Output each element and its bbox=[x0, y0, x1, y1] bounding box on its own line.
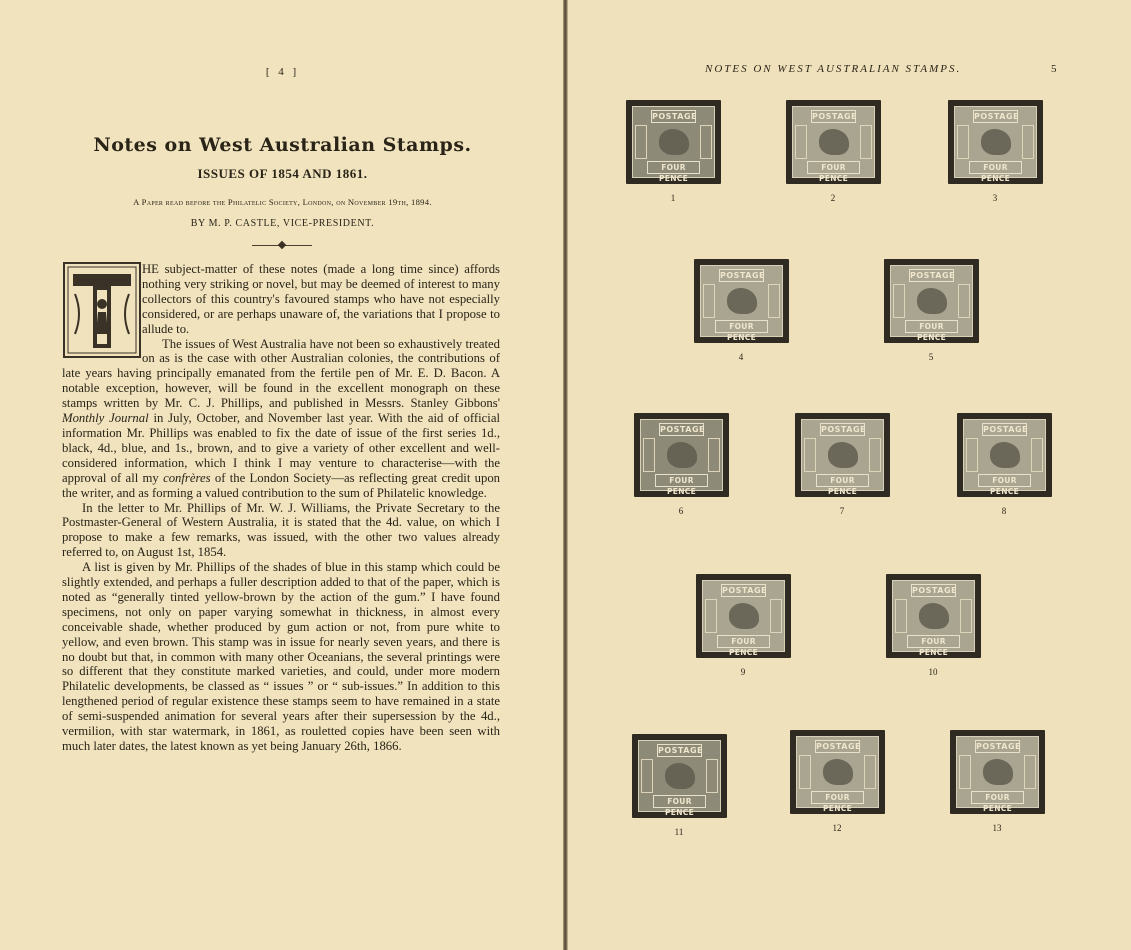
swan-icon bbox=[828, 442, 858, 468]
stamp-image bbox=[626, 100, 721, 184]
stamp-caption: 7 bbox=[839, 506, 845, 516]
stamp-image bbox=[790, 730, 885, 814]
swan-icon bbox=[823, 759, 853, 785]
dropcap-illustration-icon bbox=[65, 264, 139, 356]
stamp-side-panel bbox=[643, 438, 655, 472]
swan-icon bbox=[983, 759, 1013, 785]
author-line: BY M. P. CASTLE, VICE-PRESIDENT. bbox=[190, 218, 375, 229]
stamp-caption: 5 bbox=[928, 352, 934, 362]
right-page bbox=[568, 0, 1131, 950]
stamp-postage-label: POSTAGE bbox=[976, 742, 1021, 751]
page-number: [ 4 ] bbox=[265, 66, 300, 78]
stamp-image bbox=[795, 413, 890, 497]
paragraph-1: HE subject-matter of these notes (made a long time since) affords nothing very striking or novel, but may be deemed of interest to many collectors of this country's favoured stamps who have not especially considered, or are perhaps unaware of, the variations that I propose to allude to. bbox=[142, 262, 500, 336]
stamp-caption: 6 bbox=[678, 506, 684, 516]
stamp-side-panel bbox=[795, 125, 807, 159]
stamp-postage-label: POSTAGE bbox=[722, 586, 767, 595]
stamp-side-panel bbox=[958, 284, 970, 318]
confreres-word: confrères bbox=[163, 470, 211, 485]
stamp-design bbox=[954, 106, 1037, 183]
stamp-image bbox=[632, 734, 727, 818]
stamp-design bbox=[801, 419, 884, 496]
swan-icon bbox=[981, 129, 1011, 155]
paragraph-2-part-a: The issues of West Australia have not been so exhaustively treated on as is the case with other Australian colonies, the contributions of late years having principally emanated from the fertile pen of Mr. E. D. Bacon. A notable exception, however, will be found in the excellent monograph on these stamps written by Mr. C. J. Phillips, and published in Messrs. Stanley Gibbons' bbox=[62, 336, 500, 411]
stamp-value-label: FOUR PENCE bbox=[811, 791, 864, 804]
paper-line: A Paper read before the Philatelic Society, London, on November 19th, 1894. bbox=[133, 197, 432, 207]
paragraph-4: A list is given by Mr. Phillips of the shades of blue in this stamp which could be slightly extended, and perhaps a fuller description added to that of the paper, which is noted as “generally tinted yellow-brown by the action of the gum.” I have found specimens, not only on paper varying somewhat in thickness, in almost every conceivable shade, whether produced by gum action or not, from pure white to yellow, and even brown. This stamp was in issue for nearly seven years, and there is no doubt but that, in common with many other Oceanians, the several printings were so different that they constitute marked varieties, and could, under more modern Philatelic developments, be classed as “ issues ” or “ sub-issues.” In addition to this lengthened period of regular existence these stamps seem to have remained in a state of semi-suspended animation for several years after their supersession by the 4d., vermilion, with star watermark, in 1861, as rouletted copies have been seen with much later dates, the latest known as yet being January 26th, 1866. bbox=[62, 560, 500, 753]
stamp-design bbox=[792, 106, 875, 183]
stamp-caption: 2 bbox=[830, 193, 836, 203]
stamp-image bbox=[696, 574, 791, 658]
stamp-design bbox=[640, 419, 723, 496]
stamp-side-panel bbox=[959, 755, 971, 789]
paragraph-2 bbox=[62, 337, 500, 501]
swan-icon bbox=[665, 763, 695, 789]
stamp-image bbox=[957, 413, 1052, 497]
stamp-value-label: FOUR PENCE bbox=[807, 161, 860, 174]
stamp-caption: 3 bbox=[992, 193, 998, 203]
stamp-caption: 9 bbox=[740, 667, 746, 677]
stamp-caption: 11 bbox=[674, 827, 684, 837]
stamp-value-label: FOUR PENCE bbox=[647, 161, 700, 174]
divider-ornament bbox=[278, 241, 286, 249]
stamp-image bbox=[884, 259, 979, 343]
page-title: Notes on West Australian Stamps. bbox=[93, 134, 472, 156]
stamp-postage-label: POSTAGE bbox=[816, 742, 861, 751]
stamp-value-label: FOUR PENCE bbox=[717, 635, 770, 648]
stamp-value-label: FOUR PENCE bbox=[969, 161, 1022, 174]
stamp-image bbox=[634, 413, 729, 497]
stamp-side-panel bbox=[893, 284, 905, 318]
stamp-side-panel bbox=[804, 438, 816, 472]
stamp-design bbox=[638, 740, 721, 817]
stamp-postage-label: POSTAGE bbox=[821, 425, 866, 434]
stamp-design bbox=[963, 419, 1046, 496]
stamp-side-panel bbox=[1024, 755, 1036, 789]
stamp-design bbox=[700, 265, 783, 342]
running-head: NOTES ON WEST AUSTRALIAN STAMPS. bbox=[705, 63, 962, 75]
stamp-postage-label: POSTAGE bbox=[652, 112, 697, 121]
stamp-value-label: FOUR PENCE bbox=[971, 791, 1024, 804]
stamp-side-panel bbox=[708, 438, 720, 472]
stamp-side-panel bbox=[700, 125, 712, 159]
stamp-side-panel bbox=[895, 599, 907, 633]
swan-icon bbox=[919, 603, 949, 629]
stamp-side-panel bbox=[768, 284, 780, 318]
swan-icon bbox=[727, 288, 757, 314]
stamp-side-panel bbox=[957, 125, 969, 159]
stamp-caption: 12 bbox=[832, 823, 842, 833]
stamp-value-label: FOUR PENCE bbox=[653, 795, 706, 808]
stamp-caption: 13 bbox=[992, 823, 1002, 833]
stamp-side-panel bbox=[770, 599, 782, 633]
stamp-value-label: FOUR PENCE bbox=[715, 320, 768, 333]
stamp-image bbox=[950, 730, 1045, 814]
stamp-side-panel bbox=[869, 438, 881, 472]
stamp-value-label: FOUR PENCE bbox=[978, 474, 1031, 487]
stamp-side-panel bbox=[706, 759, 718, 793]
stamp-postage-label: POSTAGE bbox=[983, 425, 1028, 434]
journal-name: Monthly Journal bbox=[62, 411, 149, 426]
stamp-postage-label: POSTAGE bbox=[812, 112, 857, 121]
stamp-caption: 1 bbox=[670, 193, 676, 203]
stamp-design bbox=[632, 106, 715, 183]
stamp-side-panel bbox=[641, 759, 653, 793]
stamp-side-panel bbox=[860, 125, 872, 159]
stamp-postage-label: POSTAGE bbox=[910, 271, 955, 280]
left-page bbox=[0, 0, 565, 950]
stamp-postage-label: POSTAGE bbox=[720, 271, 765, 280]
swan-icon bbox=[729, 603, 759, 629]
stamp-image bbox=[886, 574, 981, 658]
stamp-caption: 10 bbox=[928, 667, 938, 677]
stamp-image bbox=[694, 259, 789, 343]
stamp-design bbox=[702, 580, 785, 657]
stamp-side-panel bbox=[635, 125, 647, 159]
stamp-side-panel bbox=[799, 755, 811, 789]
stamp-design bbox=[892, 580, 975, 657]
swan-icon bbox=[917, 288, 947, 314]
paragraph-2-part-b: in July, October, and November last year. With the aid of official information Mr. Phillips was enabled to fix the date of issue of the first series 1d., black, 4d., blue, and 1s., brown, and to give a variety of other excellent and well-considered information, which I think I may venture to characterise—with the approval of all my bbox=[62, 411, 500, 485]
stamp-postage-label: POSTAGE bbox=[660, 425, 705, 434]
stamp-caption: 4 bbox=[738, 352, 744, 362]
stamp-side-panel bbox=[703, 284, 715, 318]
stamp-side-panel bbox=[966, 438, 978, 472]
stamp-side-panel bbox=[960, 599, 972, 633]
stamp-value-label: FOUR PENCE bbox=[655, 474, 708, 487]
page-number-right: 5 bbox=[1051, 63, 1057, 75]
stamp-design bbox=[796, 736, 879, 813]
swan-icon bbox=[659, 129, 689, 155]
stamp-postage-label: POSTAGE bbox=[974, 112, 1019, 121]
stamp-side-panel bbox=[1022, 125, 1034, 159]
paragraph-3: In the letter to Mr. Phillips of Mr. W. J. Williams, the Private Secretary to the Postmaster-General of Western Australia, it is stated that the 4d. value, on which I propose to make a few remarks, was issued, with the other two values already referred to, on August 1st, 1854. bbox=[62, 500, 500, 560]
stamp-design bbox=[956, 736, 1039, 813]
stamp-value-label: FOUR PENCE bbox=[905, 320, 958, 333]
stamp-side-panel bbox=[1031, 438, 1043, 472]
stamp-design bbox=[890, 265, 973, 342]
stamp-side-panel bbox=[705, 599, 717, 633]
paragraph-2-part-c: of the London Society—as reflecting great credit upon the writer, and as forming a valued contribution to the sum of Philatelic knowledge. bbox=[62, 470, 501, 500]
stamp-image bbox=[786, 100, 881, 184]
stamp-value-label: FOUR PENCE bbox=[907, 635, 960, 648]
stamp-caption: 8 bbox=[1001, 506, 1007, 516]
stamp-side-panel bbox=[864, 755, 876, 789]
stamp-image bbox=[948, 100, 1043, 184]
page-subtitle: ISSUES OF 1854 AND 1861. bbox=[197, 166, 368, 181]
stamp-postage-label: POSTAGE bbox=[912, 586, 957, 595]
stamp-value-label: FOUR PENCE bbox=[816, 474, 869, 487]
dropcap-ornament bbox=[63, 262, 141, 358]
swan-icon bbox=[819, 129, 849, 155]
swan-icon bbox=[990, 442, 1020, 468]
stamp-postage-label: POSTAGE bbox=[658, 746, 703, 755]
swan-icon bbox=[667, 442, 697, 468]
